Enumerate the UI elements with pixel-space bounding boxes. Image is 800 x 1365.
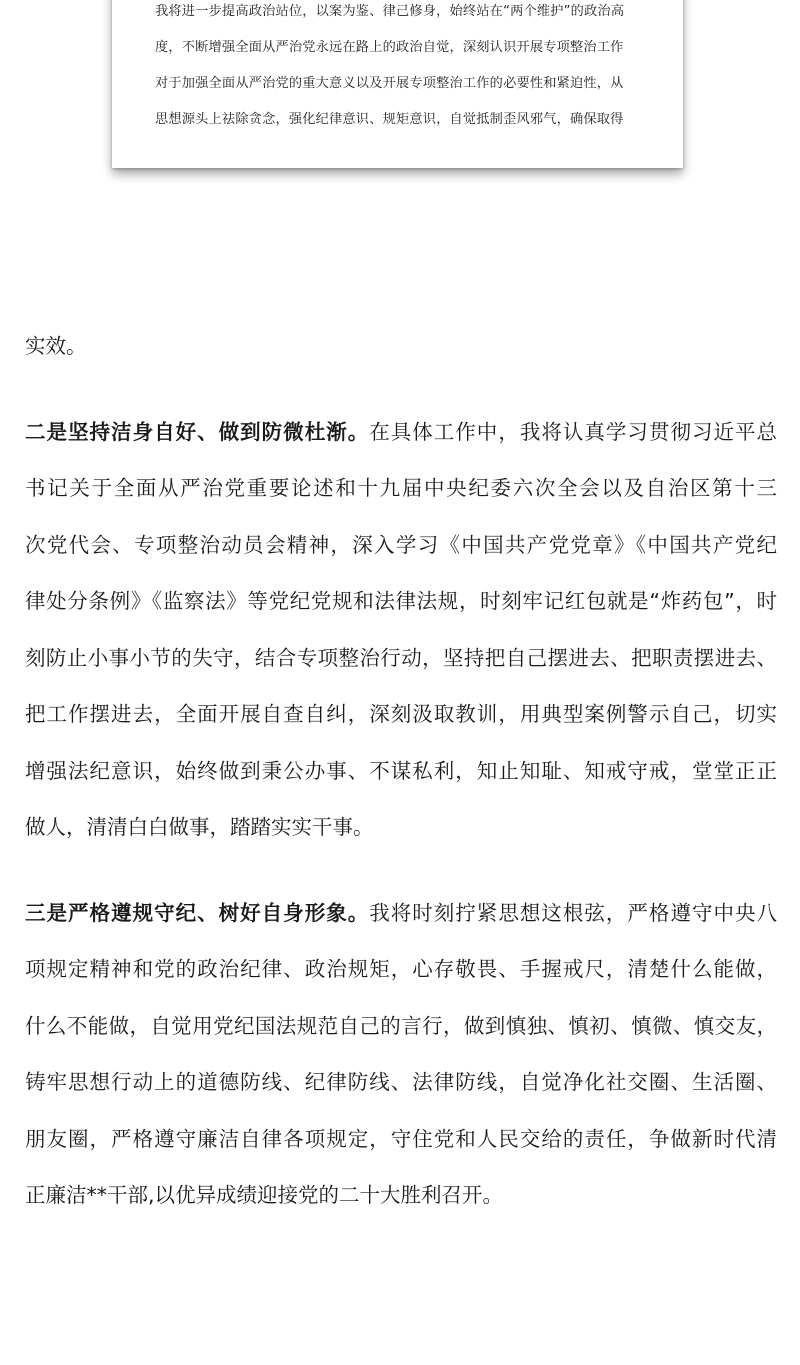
text-line: 增强法纪意识，始终做到秉公办事、不谋私利，知止知耻、知戒守戒，堂堂正正: [25, 758, 777, 783]
text-line: 次党代会、专项整治动员会精神，深入学习《中国共产党党章》《中国共产党纪: [25, 532, 777, 557]
card-text: [155, 0, 650, 138]
text-line: 做人，清清白白做事，踏踏实实干事。: [25, 815, 374, 839]
text-line: 什么不能做，自觉用党纪国法规范自己的言行，做到慎独、慎初、慎微、慎交友，: [25, 1013, 777, 1038]
text-line: 实效。: [25, 334, 87, 358]
text-line: 项规定精神和党的政治纪律、政治规矩，心存敬畏、手握戒尺，清楚什么能做，: [25, 957, 777, 981]
page-preview-card: [112, 0, 683, 168]
text-line: 刻防止小事小节的失守，结合专项整治行动，坚持把自己摆进去、把职责摆进去、: [25, 645, 777, 670]
card-line: 对于加强全面从严治党的重大意义以及开展专项整治工作的必要性和紧迫性，从: [155, 76, 624, 91]
text-line: [25, 885, 777, 942]
text-line: 正廉洁**干部,以优异成绩迎接党的二十大胜利召开。: [25, 1183, 504, 1207]
text-line: [25, 404, 777, 461]
text-run: 我将时刻拧紧思想这根弦，严格遵守中央八: [369, 900, 777, 925]
card-line: 度，不断增强全面从严治党永远在路上的政治自觉，深刻认识开展专项整治工作: [155, 40, 624, 55]
continuation-paragraph: [25, 318, 777, 375]
text-line: 律处分条例》《监察法》等党纪党规和法律法规，时刻牢记红包就是“炸药包”，时: [25, 589, 777, 613]
text-line: 把工作摆进去，全面开展自查自纠，深刻汲取教训，用典型案例警示自己，切实: [25, 702, 777, 726]
text-line: 朋友圈，严格遵守廉洁自律各项规定，守住党和人民交给的责任，争做新时代清: [25, 1126, 777, 1151]
text-line: 书记关于全面从严治党重要论述和十九届中央纪委六次全会以及自治区第十三: [25, 476, 777, 500]
document-body: [25, 318, 777, 1224]
card-line: 我将进一步提高政治站位，以案为鉴、律己修身，始终站在“两个维护”的政治高: [155, 4, 625, 19]
paragraph-three: [25, 885, 777, 1224]
card-line: 思想源头上祛除贪念，强化纪律意识、规矩意识，自觉抵制歪风邪气，确保取得: [155, 112, 624, 127]
paragraph-two: [25, 404, 777, 856]
paragraph-heading: 三是严格遵规守纪、树好自身形象。: [25, 900, 370, 925]
paragraph-heading: 二是坚持洁身自好、做到防微杜渐。: [25, 419, 370, 444]
text-run: 在具体工作中，我将认真学习贯彻习近平总: [369, 419, 777, 444]
text-line: 铸牢思想行动上的道德防线、纪律防线、法律防线，自觉净化社交圈、生活圈、: [25, 1070, 777, 1094]
